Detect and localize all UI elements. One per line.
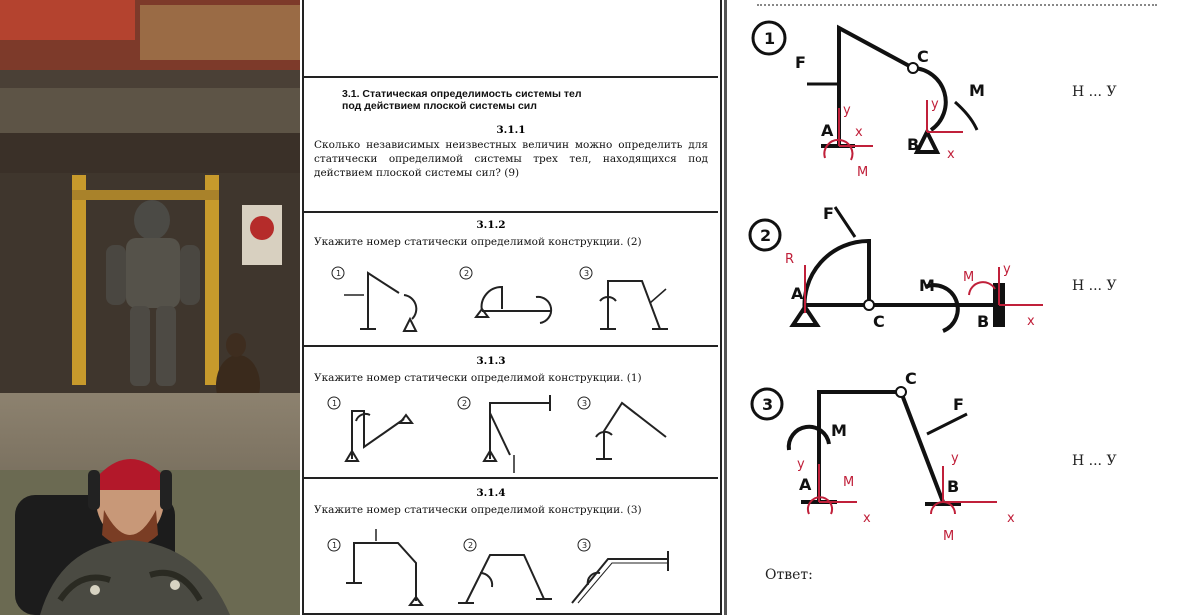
- game-scene-image: [0, 0, 300, 615]
- svg-text:M: M: [963, 270, 975, 285]
- frame-diagram-3: [578, 397, 666, 459]
- frame-diagram-2: [460, 267, 552, 323]
- section-header-line1: 3.1. Статическая определимость системы тел: [342, 88, 582, 100]
- reaction-forces: [808, 464, 997, 514]
- answer-label: Ответ:: [765, 567, 813, 583]
- worksheet-diagram-3: [747, 369, 1067, 544]
- quarter-arc-member: [804, 241, 869, 313]
- worksheet-diagram-1: [747, 18, 1047, 178]
- diagram-label-3: 3: [582, 399, 588, 408]
- svg-text:M: M: [969, 81, 985, 100]
- svg-text:y: y: [797, 457, 805, 472]
- diagram-label-2: 2: [464, 269, 470, 278]
- svg-text:M: M: [843, 475, 855, 490]
- diagram-label-1: 1: [332, 399, 338, 408]
- arc-member: [913, 68, 946, 130]
- svg-text:x: x: [947, 147, 955, 162]
- frame-diagram-2: [458, 395, 550, 473]
- worksheet-panel: [724, 0, 1200, 615]
- section-header-line2: под действием плоской системы сил: [342, 100, 537, 112]
- svg-text:x: x: [863, 511, 871, 526]
- textbook-page: [302, 0, 722, 615]
- task-text: Укажите номер статически определимой конструкции. (2): [314, 236, 642, 248]
- task-number: 3.1.3: [476, 355, 506, 367]
- task-3-1-3-diagrams: [304, 391, 718, 481]
- svg-text:x: x: [1007, 511, 1015, 526]
- diagram-label-2: 2: [462, 399, 468, 408]
- svg-text:M: M: [831, 421, 847, 440]
- task-3-1-4: [304, 477, 718, 615]
- svg-text:B: B: [907, 135, 920, 154]
- answer-hint-2: Н ... У: [1072, 278, 1117, 294]
- task-number: 3.1.4: [476, 487, 506, 499]
- svg-text:y: y: [931, 97, 939, 112]
- diagram-label-1: 1: [332, 541, 338, 550]
- svg-text:F: F: [823, 204, 834, 223]
- svg-text:C: C: [905, 369, 917, 388]
- svg-text:C: C: [873, 312, 885, 331]
- diagram-number: 2: [760, 226, 772, 245]
- worksheet-diagram-2: [747, 195, 1067, 345]
- frame-diagram-1: [332, 267, 416, 331]
- section-header: [342, 88, 582, 112]
- diagram-label-1: 1: [336, 269, 342, 278]
- svg-text:B: B: [977, 312, 990, 331]
- cropped-header: [757, 0, 1157, 6]
- svg-text:M: M: [943, 529, 955, 544]
- task-3-1-2: [304, 211, 718, 347]
- frame-diagram-1: [328, 397, 412, 461]
- svg-text:M: M: [857, 165, 869, 180]
- diagram-label-3: 3: [582, 541, 588, 550]
- svg-text:x: x: [855, 125, 863, 140]
- task-3-1-1: [304, 78, 718, 210]
- frame-diagram-3: [580, 267, 668, 329]
- answer-hint-1: Н ... У: [1072, 84, 1117, 100]
- task-3-1-2-diagrams: [304, 261, 718, 351]
- task-text: Укажите номер статически определимой конструкции. (1): [314, 372, 642, 384]
- svg-text:F: F: [795, 53, 806, 72]
- svg-text:y: y: [1003, 262, 1011, 277]
- svg-text:C: C: [917, 47, 929, 66]
- svg-text:R: R: [785, 252, 795, 267]
- svg-text:F: F: [953, 395, 964, 414]
- svg-text:A: A: [799, 475, 812, 494]
- task-number: 3.1.2: [476, 219, 506, 231]
- game-stream-panel: [0, 0, 300, 615]
- svg-text:x: x: [1027, 314, 1035, 329]
- task-text: Укажите номер статически определимой конструкции. (3): [314, 504, 642, 516]
- frame-diagram-1: [328, 529, 422, 605]
- task-text: Сколько независимых неизвестных величин можно определить для статически определимой системы трех тел, находящихся под действием плоской системы сил? (9): [314, 139, 708, 179]
- frame-member: [839, 28, 913, 146]
- svg-text:y: y: [951, 451, 959, 466]
- diagram-number: 1: [764, 29, 776, 48]
- task-number: 3.1.1: [496, 124, 526, 136]
- svg-text:A: A: [791, 284, 804, 303]
- svg-text:B: B: [947, 477, 960, 496]
- task-3-1-3: [304, 345, 718, 479]
- diagram-label-2: 2: [468, 541, 474, 550]
- diagram-number: 3: [762, 395, 774, 414]
- answer-hint-3: Н ... У: [1072, 453, 1117, 469]
- svg-text:M: M: [919, 276, 935, 295]
- svg-text:A: A: [821, 121, 834, 140]
- task-3-1-4-diagrams: [304, 525, 718, 615]
- svg-text:y: y: [843, 103, 851, 118]
- frame-member: [819, 392, 943, 502]
- diagram-label-3: 3: [584, 269, 590, 278]
